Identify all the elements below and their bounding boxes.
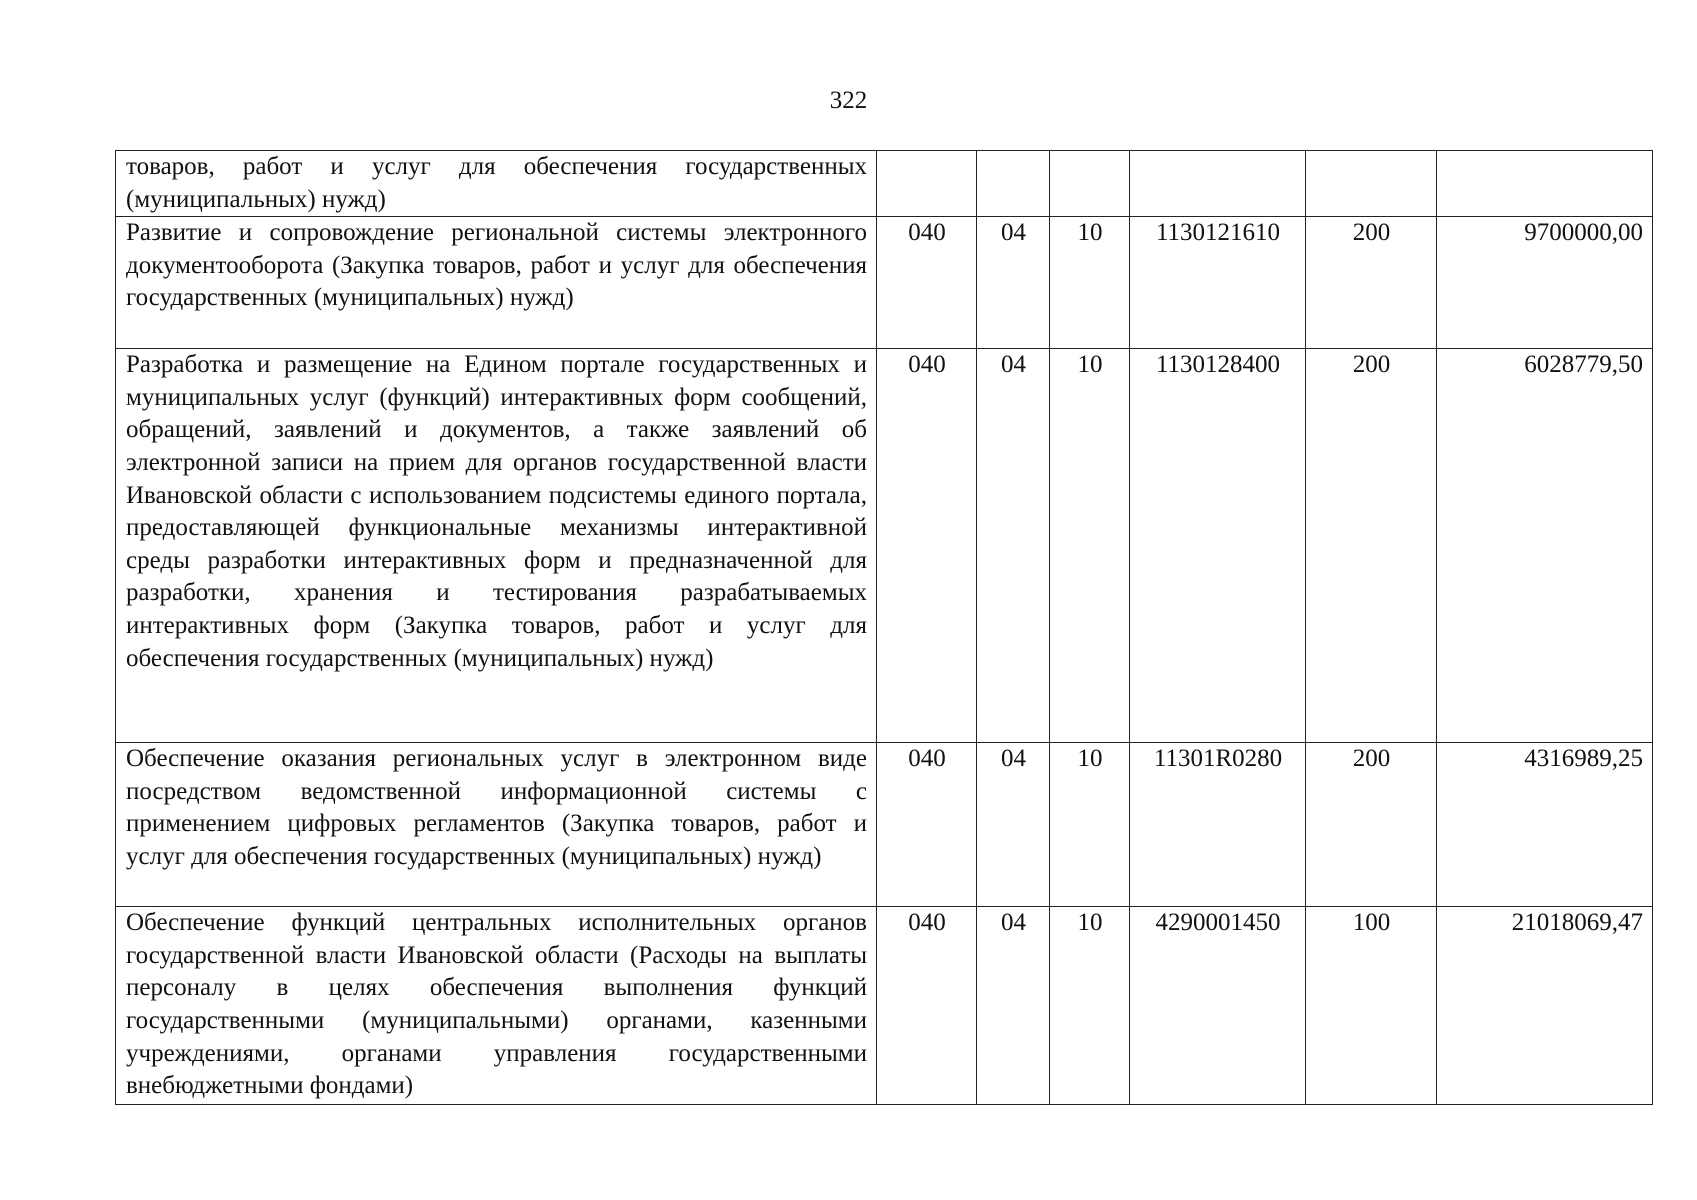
row-subsection-code	[1050, 151, 1130, 217]
row-description: Разработка и размещение на Едином портале государственных и муниципальных услуг (функций) интерактивных форм сообщений, обращений, заявлений и документов, а также заявлений об электронной записи на прием для органов государственной власти Ивановской области с использованием подсистемы единого портала, предоставляющей функциональные механизмы интерактивной среды разработки интерактивных форм и предназначенной для разработки, хранения и тестирования разрабатываемых интерактивных форм (Закупка товаров, работ и услуг для обеспечения государственных (муниципальных) нужд)	[116, 349, 877, 743]
row-target-article: 1130121610	[1130, 217, 1306, 349]
row-section-code: 04	[977, 349, 1050, 743]
row-description: Обеспечение функций центральных исполнительных органов государственной власти Ивановской области (Расходы на выплаты персоналу в целях обеспечения выполнения функций государственными (муниципальными) органами, казенными учреждениями, органами управления государственными внебюджетными фондами)	[116, 907, 877, 1105]
row-target-article: 11301R0280	[1130, 743, 1306, 907]
row-subsection-code: 10	[1050, 217, 1130, 349]
table-row	[116, 217, 1653, 349]
table-row	[116, 151, 1653, 217]
row-section-code: 04	[977, 743, 1050, 907]
row-amount: 9700000,00	[1437, 217, 1653, 349]
row-grbs-code: 040	[877, 907, 977, 1105]
row-amount: 4316989,25	[1437, 743, 1653, 907]
row-target-article: 1130128400	[1130, 349, 1306, 743]
table-row	[116, 349, 1653, 743]
row-grbs-code: 040	[877, 217, 977, 349]
row-description: Развитие и сопровождение региональной системы электронного документооборота (Закупка товаров, работ и услуг для обеспечения государственных (муниципальных) нужд)	[116, 217, 877, 349]
row-expense-type: 200	[1306, 217, 1437, 349]
table-row	[116, 907, 1653, 1105]
row-expense-type: 100	[1306, 907, 1437, 1105]
row-description: товаров, работ и услуг для обеспечения государственных (муниципальных) нужд)	[116, 151, 877, 217]
row-subsection-code: 10	[1050, 743, 1130, 907]
row-target-article	[1130, 151, 1306, 217]
row-expense-type: 200	[1306, 349, 1437, 743]
row-section-code	[977, 151, 1050, 217]
row-section-code: 04	[977, 907, 1050, 1105]
row-subsection-code: 10	[1050, 907, 1130, 1105]
row-expense-type: 200	[1306, 743, 1437, 907]
row-grbs-code: 040	[877, 743, 977, 907]
row-amount: 21018069,47	[1437, 907, 1653, 1105]
budget-table	[115, 150, 1653, 1105]
row-amount	[1437, 151, 1653, 217]
row-description: Обеспечение оказания региональных услуг в электронном виде посредством ведомственной информационной системы с применением цифровых регламентов (Закупка товаров, работ и услуг для обеспечения государственных (муниципальных) нужд)	[116, 743, 877, 907]
table-row	[116, 743, 1653, 907]
row-grbs-code: 040	[877, 349, 977, 743]
row-section-code: 04	[977, 217, 1050, 349]
page-number: 322	[829, 87, 868, 114]
row-subsection-code: 10	[1050, 349, 1130, 743]
row-target-article: 4290001450	[1130, 907, 1306, 1105]
row-expense-type	[1306, 151, 1437, 217]
row-grbs-code	[877, 151, 977, 217]
row-amount: 6028779,50	[1437, 349, 1653, 743]
